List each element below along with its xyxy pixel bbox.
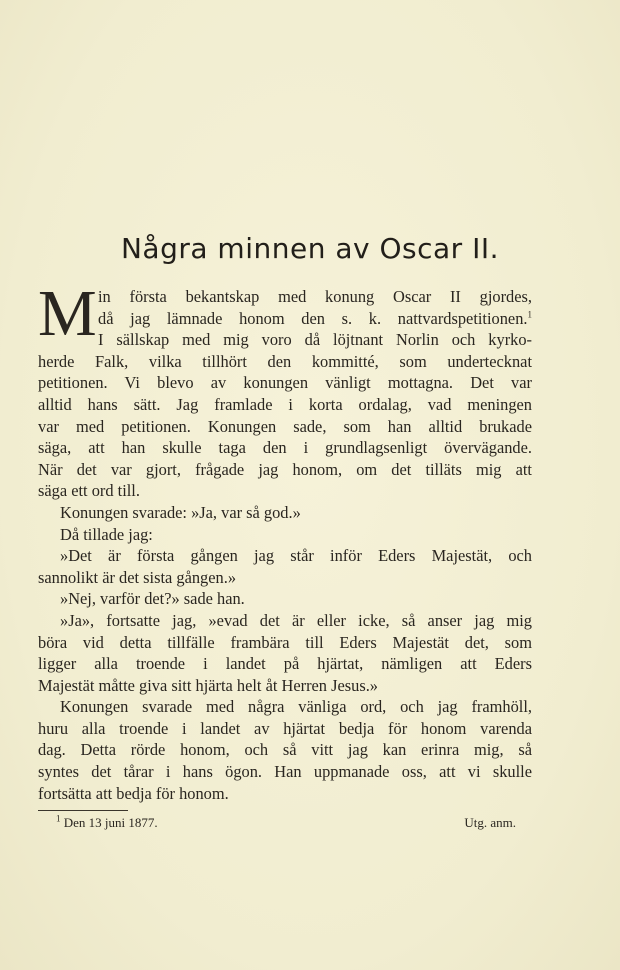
- text-line-content: då jag lämnade honom den s. k. nattvardspetitionen.: [98, 308, 528, 328]
- text-line: Då tillade jag:: [60, 524, 153, 544]
- footnote-number: 1: [56, 813, 61, 824]
- page-title: Några minnen av Oscar II.: [120, 232, 499, 265]
- footnote-divider: [38, 810, 128, 811]
- footnote-text: Den 13 juni 1877.: [63, 815, 158, 830]
- text-line: syntes det tårar i hans ögon. Han uppmanade oss, att vi skulle: [38, 762, 532, 782]
- text-line: ligger alla troende i landet på hjärtat, nämligen att Eders: [38, 654, 532, 674]
- text-line: »Det är första gången jag står inför Eders Majestät, och: [60, 546, 532, 566]
- text-line: huru alla troende i landet av hjärtat bedja för honom varenda: [38, 718, 532, 738]
- text-line: alltid hans sätt. Jag framlade i korta ordalag, vad meningen: [38, 394, 532, 414]
- text-line: Konungen svarade: »Ja, var så god.»: [60, 502, 301, 522]
- text-line: var med petitionen. Konungen sade, som han alltid brukade: [38, 416, 532, 436]
- text-line: dag. Detta rörde honom, och så vitt jag kan erinra mig, så: [38, 740, 532, 760]
- text-line: Konungen svarade med några vänliga ord, och jag framhöll,: [60, 697, 532, 717]
- text-line: Majestät måtte giva sitt hjärta helt åt Herren Jesus.»: [38, 675, 379, 695]
- text-line: böra vid detta tillfälle frambära till Eders Majestät det, som: [38, 632, 532, 652]
- text-line: [38, 308, 532, 330]
- text-line: När det var gjort, frågade jag honom, om det tilläts mig att: [38, 459, 532, 479]
- text-line: I sällskap med mig voro då löjtnant Norlin och kyrko-: [98, 330, 532, 350]
- text-line: säga, att han skulle taga den i grundlagsenligt övervägande.: [38, 438, 532, 458]
- text-line: »Ja», fortsatte jag, »evad det är eller icke, så anser jag mig: [60, 610, 532, 630]
- text-line: herde Falk, vilka tillhört den kommitté, som undertecknat: [38, 351, 532, 371]
- body-text: [38, 286, 532, 804]
- text-line: sannolikt är det sista gången.»: [38, 567, 237, 587]
- drop-cap: M: [38, 277, 97, 350]
- text-line: »Nej, varför det?» sade han.: [60, 589, 245, 609]
- text-line: säga ett ord till.: [38, 481, 140, 501]
- text-line: in första bekantskap med konung Oscar II gjordes,: [98, 287, 532, 306]
- editor-note: Utg. anm.: [464, 815, 516, 830]
- footnote: [56, 815, 516, 831]
- text-line: fortsätta att bedja för honom.: [38, 783, 229, 803]
- footnote-marker: 1: [527, 309, 532, 320]
- text-line: petitionen. Vi blevo av konungen vänligt mottagna. Det var: [38, 373, 532, 393]
